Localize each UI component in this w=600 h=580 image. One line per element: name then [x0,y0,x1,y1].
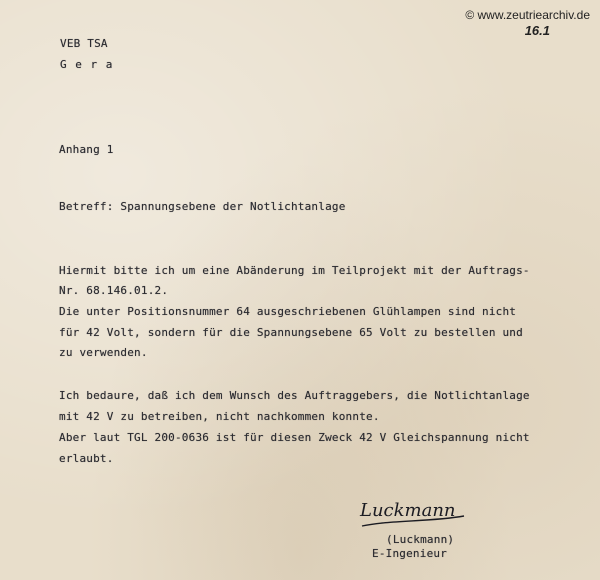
signer-name: (Luckmann) [386,533,455,546]
signer-title: E-Ingenieur [372,547,448,560]
signature-script: Luckmann [360,500,456,521]
handwritten-signature [360,500,470,532]
sender-line-1: VEB TSA [60,37,108,50]
attachment-label: Anhang 1 [59,143,114,156]
body-line: zu verwenden. [59,346,148,359]
body-line: Aber laut TGL 200-0636 ist für diesen Zweck 42 V Gleichspannung nicht [59,431,530,444]
body-line: Nr. 68.146.01.2. [59,284,169,297]
body-line: erlaubt. [59,452,114,465]
body-line: mit 42 V zu betreiben, nicht nachkommen konnte. [59,410,380,423]
body-line: Die unter Positionsnummer 64 ausgeschriebenen Glühlampen sind nicht [59,305,517,318]
body-line: Hiermit bitte ich um eine Abänderung im Teilprojekt mit der Auftrags- [59,264,530,277]
subject-line: Betreff: Spannungsebene der Notlichtanlage [59,200,346,213]
sender-line-2: G e r a [60,58,114,71]
body-line: Ich bedaure, daß ich dem Wunsch des Auftraggebers, die Notlichtanlage [59,389,530,402]
page-number: 16.1 [524,23,550,38]
signature-stroke [360,500,470,532]
watermark: © www.zeutriearchiv.de [465,8,590,22]
body-line: für 42 Volt, sondern für die Spannungsebene 65 Volt zu bestellen und [59,326,523,339]
